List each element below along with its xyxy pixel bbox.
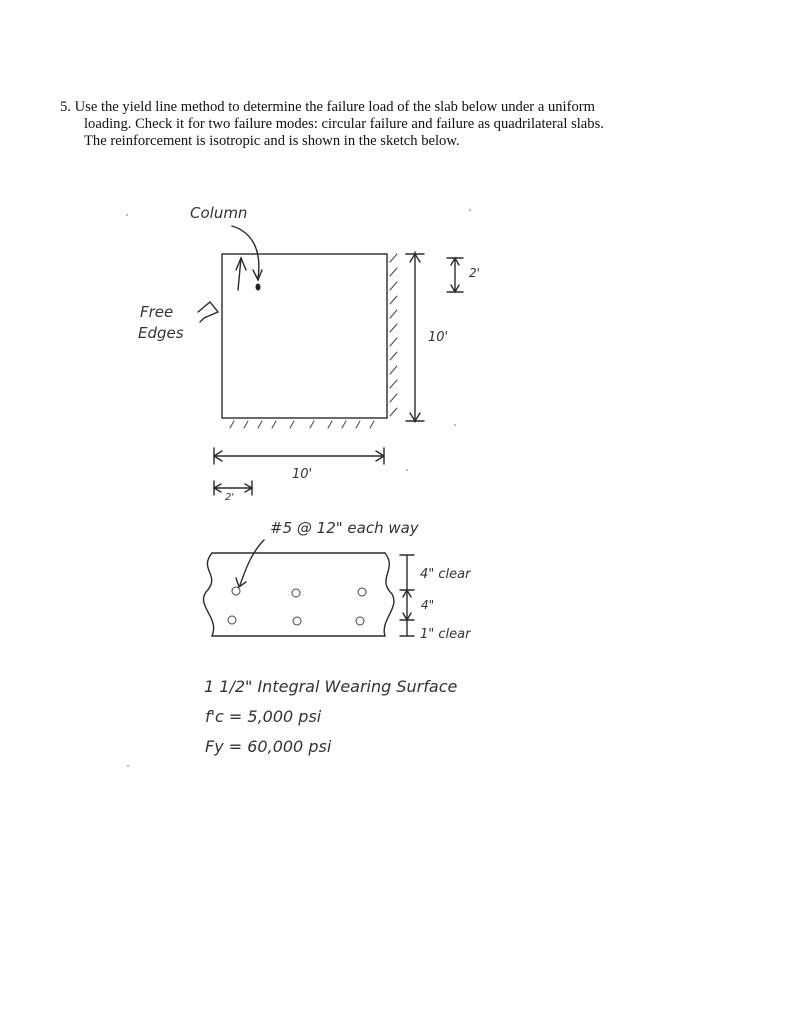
free-edges-arrow — [198, 302, 218, 322]
scan-dot — [469, 209, 471, 211]
wearing-surface-note: 1 1/2" Integral Wearing Surface — [204, 677, 458, 696]
free-edges-label-1: Free — [140, 303, 174, 321]
bottom-support-hatch — [230, 421, 374, 428]
height-dimension — [406, 252, 424, 422]
height-label: 10' — [428, 330, 449, 345]
steel-yield-note: Fy = 60,000 psi — [205, 737, 332, 756]
top-clear-label: 4" clear — [420, 567, 471, 582]
scan-dot — [454, 424, 456, 426]
bottom-clear-label: 1" clear — [420, 627, 471, 642]
rebar-leader — [240, 540, 264, 585]
right-support-hatch — [390, 254, 397, 416]
width-dimension — [214, 448, 384, 464]
free-edges-label-2: Edges — [138, 324, 184, 342]
column-offset-label: 2' — [469, 266, 480, 280]
bottom-offset-label: 2' — [225, 492, 235, 503]
problem-number: 5. — [60, 99, 71, 115]
slab-plan — [222, 254, 387, 418]
rebar-label: #5 @ 12" each way — [270, 519, 419, 537]
problem-line-1: 5. Use the yield line method to determine the failure load of the slab below under a uniform — [60, 99, 595, 115]
column-arrow-head — [253, 270, 262, 280]
problem-line-2: loading. Check it for two failure modes: circular failure and failure as quadrilateral slabs. — [84, 116, 604, 132]
concrete-strength-note: f'c = 5,000 psi — [205, 707, 322, 726]
scan-dot — [126, 214, 128, 216]
bar-spacing-label: 4" — [421, 598, 435, 612]
problem-line-3: The reinforcement is isotropic and is shown in the sketch below. — [84, 133, 460, 149]
column-marker — [256, 284, 261, 291]
column-offset-dimension — [447, 258, 463, 292]
rebar-top-row — [232, 587, 366, 597]
section-dimensions — [400, 555, 414, 636]
width-label: 10' — [292, 467, 313, 482]
column-label: Column — [190, 204, 248, 222]
scan-dot — [127, 765, 129, 767]
rebar-bottom-row — [228, 616, 364, 625]
scan-dot — [406, 469, 408, 471]
